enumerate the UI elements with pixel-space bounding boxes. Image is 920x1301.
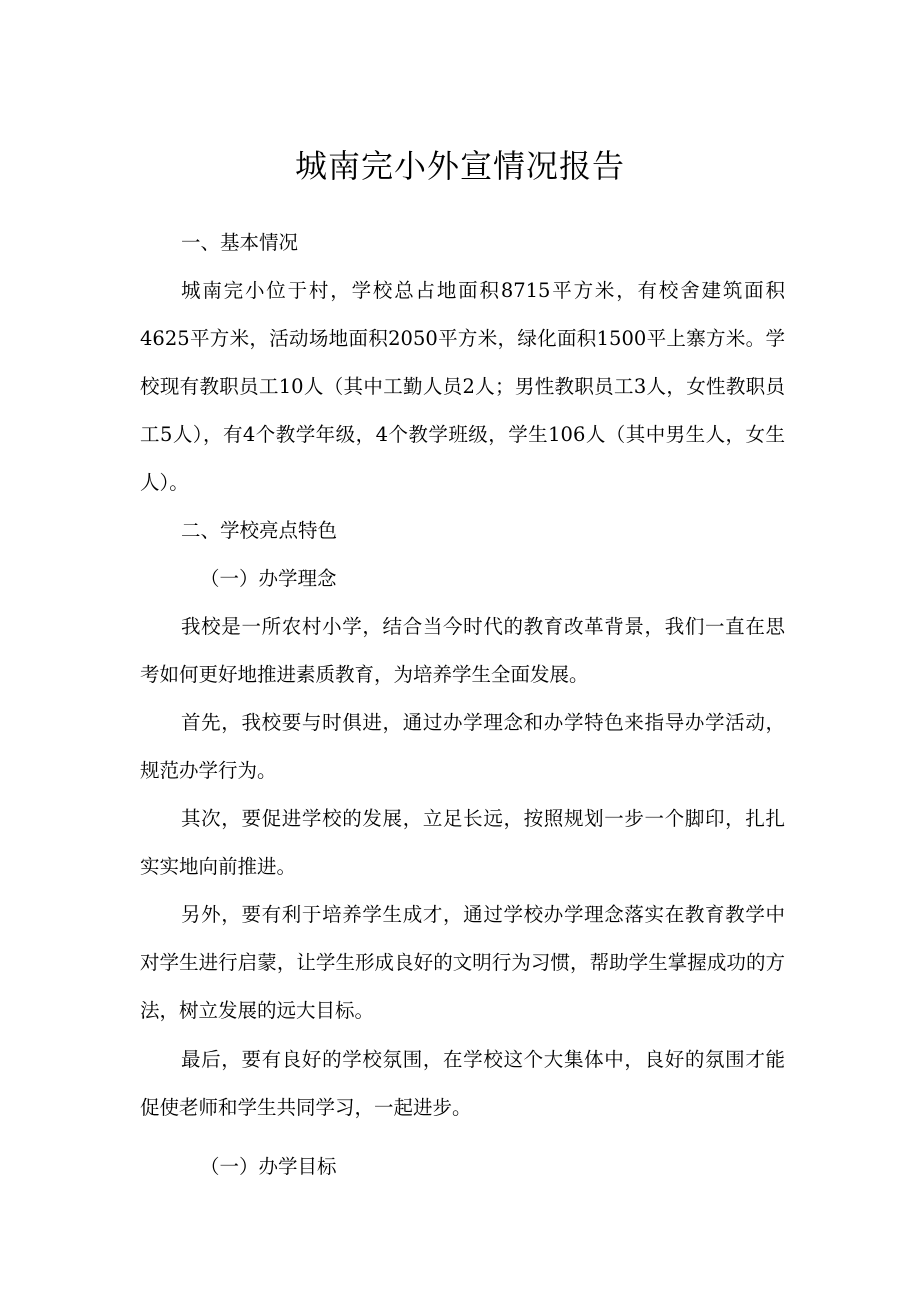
paragraph-second: 其次，要促进学校的发展，立足长远，按照规划一步一个脚印，扎扎实实地向前推进。 [140,807,785,878]
subsection-heading-philosophy: （一）办学理念 [200,567,337,590]
subsection-heading-goals: （一）办学目标 [200,1155,337,1178]
paragraph-last: 最后，要有良好的学校氛围，在学校这个大集体中，良好的氛围才能促使老师和学生共同学习，一起进步。 [140,1048,785,1119]
document-title: 城南完小外宣情况报告 [294,147,625,185]
paragraph-third: 另外，要有利于培养学生成才，通过学校办学理念落实在教育教学中对学生进行启蒙，让学生形成良好的文明行为习惯，帮助学生掌握成功的方法，树立发展的远大目标。 [140,903,785,1022]
paragraph-first: 首先，我校要与时俱进，通过办学理念和办学特色来指导办学活动，规范办学行为。 [140,711,785,782]
section-heading-highlights: 二、学校亮点特色 [181,519,338,542]
paragraph-basic-info: 城南完小位于村，学校总占地面积8715平方米，有校舍建筑面积4625平方米，活动场地面积2050平方米，绿化面积1500平上寨方米。学校现有教职员工10人（其中工勤人员2人；男性教职员工3人，女性教职员工5人），有4个教学年级，4个教学班级，学生106人（其中男生人，女生人）。 [140,279,785,494]
section-heading-basic: 一、基本情况 [181,231,299,254]
paragraph-intro: 我校是一所农村小学，结合当今时代的教育改革背景，我们一直在思考如何更好地推进素质教育，为培养学生全面发展。 [140,615,785,686]
